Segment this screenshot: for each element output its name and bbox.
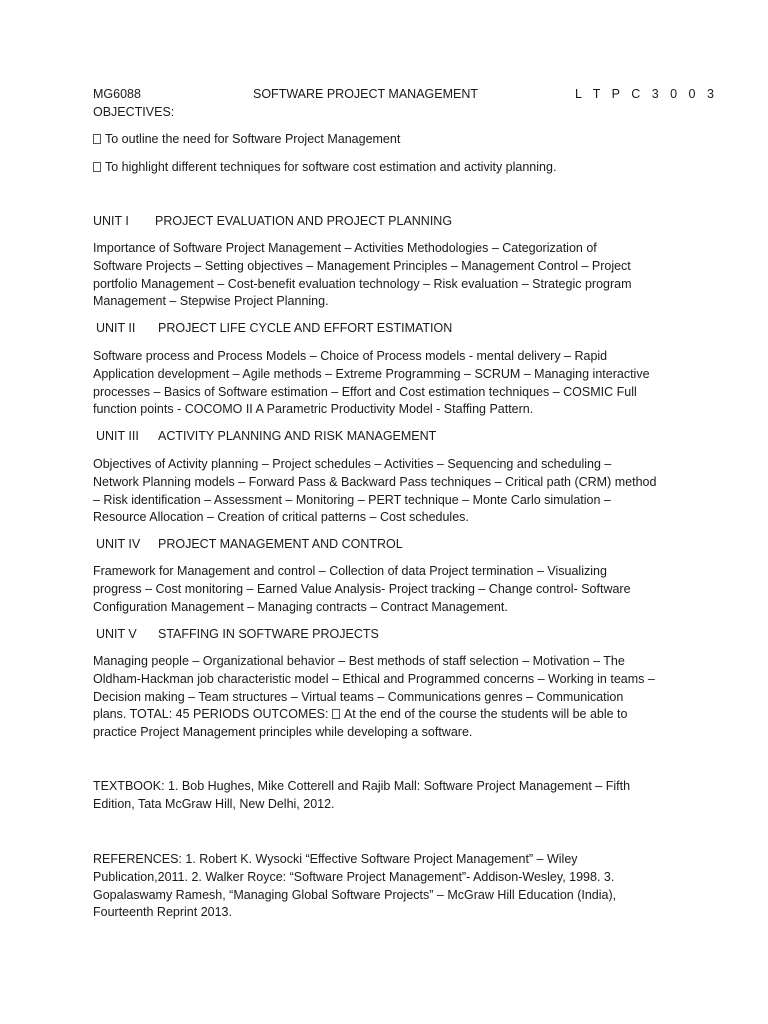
course-header — [93, 87, 718, 105]
objective-item: To outline the need for Software Project Management — [93, 131, 683, 149]
unit-content: Framework for Management and control – Collection of data Project termination – Visualizing progress – Cost monitoring – Earned Value Analysis- Project tracking – Change control- Software Configuration Management – Managing contracts – Contract Management. — [93, 564, 631, 614]
bullet-icon — [93, 162, 101, 172]
unit-heading: UNIT I PROJECT EVALUATION AND PROJECT PLANNING — [93, 214, 453, 228]
course-code: MG6088 — [93, 87, 141, 101]
unit-heading: UNIT V STAFFING IN SOFTWARE PROJECTS — [96, 627, 379, 641]
unit-content: Importance of Software Project Management – Activities Methodologies – Categorization of Software Projects – Setting objectives – Management Principles – Management Control – Project portfolio Management – Cost-benefit evaluation technology – Risk evaluation – Strategic program Management – Stepwise Project Planning. — [93, 241, 632, 309]
course-credits: L T P C 3 0 0 3 — [575, 87, 718, 101]
unit-content: Objectives of Activity planning – Project schedules – Activities – Sequencing and scheduling – Network Planning models – Forward Pass & Backward Pass techniques – Critical path (CRM) method – Risk identification – Assessment – Monitoring – PERT technique – Monte Carlo simulation – Resource Allocation – Creation of critical patterns – Cost schedules. — [93, 457, 657, 525]
unit-heading: UNIT II PROJECT LIFE CYCLE AND EFFORT ESTIMATION — [96, 321, 453, 335]
objectives-label: OBJECTIVES: — [93, 105, 175, 119]
objective-item: To highlight different techniques for software cost estimation and activity planning. — [93, 159, 683, 177]
unit-content: Managing people – Organizational behavior – Best methods of staff selection – Motivation – The Oldham-Hackman job characteristic model – Ethical and Programmed concerns – Working in teams – Decision making – Team structures – Virtual teams – Communications genres – Communication plans. TOTAL: 45 PERIODS OUTCOMES: At the end of the course the students will be able to practice Project Management principles while developing a software. — [93, 654, 655, 740]
bullet-icon — [332, 709, 340, 719]
references-section: REFERENCES: 1. Robert K. Wysocki “Effective Software Project Management” – Wiley Publication,2011. 2. Walker Royce: “Software Project Management”- Addison-Wesley, 1998. 3. Gopalaswamy Ramesh, “Managing Global Software Projects” – McGraw Hill Education (India), Fourteenth Reprint 2013. — [93, 852, 617, 920]
unit-content: Software process and Process Models – Choice of Process models - mental delivery – Rapid Application development – Agile methods – Extreme Programming – SCRUM – Managing interactive processes – Basics of Software estimation – Effort and Cost estimation techniques – COSMIC Full function points - COCOMO II A Parametric Productivity Model - Staffing Pattern. — [93, 349, 650, 417]
unit-heading: UNIT III ACTIVITY PLANNING AND RISK MANAGEMENT — [96, 429, 437, 443]
bullet-icon — [93, 134, 101, 144]
textbook-section: TEXTBOOK: 1. Bob Hughes, Mike Cotterell and Rajib Mall: Software Project Management – Fifth Edition, Tata McGraw Hill, New Delhi, 2012. — [93, 779, 631, 811]
course-title: SOFTWARE PROJECT MANAGEMENT — [253, 87, 479, 101]
unit-heading: UNIT IV PROJECT MANAGEMENT AND CONTROL — [96, 537, 403, 551]
